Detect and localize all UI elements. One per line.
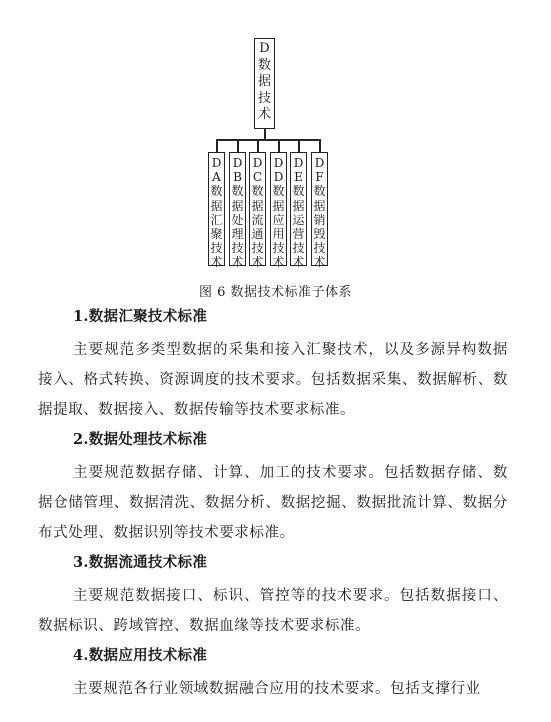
child-node-char: 技 bbox=[210, 241, 223, 256]
root-node-code: D bbox=[259, 41, 270, 56]
child-node-char: 据 bbox=[272, 198, 285, 213]
child-node-char: 处 bbox=[231, 212, 244, 227]
connector-child-drop bbox=[237, 139, 239, 152]
section-paragraph: 主要规范数据存储、计算、加工的技术要求。包括数据存储、数据仓储管理、数据清洗、数据分析、数据挖掘、数据批流计算、数据分布式处理、数据识别等技术要求标准。 bbox=[38, 465, 508, 541]
child-node-code: D bbox=[252, 156, 263, 170]
child-node-dc bbox=[249, 152, 266, 270]
root-node-char: 技 bbox=[257, 90, 271, 106]
child-node-char: 营 bbox=[292, 227, 305, 242]
child-node-dd bbox=[270, 152, 287, 270]
root-node-char: 数 bbox=[257, 57, 271, 73]
child-node-char: 数 bbox=[251, 184, 264, 199]
child-node-char: 术 bbox=[292, 255, 305, 270]
child-node-char: 流 bbox=[251, 212, 264, 227]
child-node-code: D bbox=[211, 156, 222, 170]
child-node-char: 技 bbox=[292, 241, 305, 256]
child-node-code: A bbox=[212, 170, 221, 185]
section-heading: 1.数据汇聚技术标准 bbox=[73, 308, 208, 325]
child-node-char: 据 bbox=[231, 198, 244, 213]
child-node-char: 技 bbox=[313, 241, 326, 256]
child-node-char: 销 bbox=[313, 212, 326, 227]
child-node-code: D bbox=[273, 170, 284, 185]
section-paragraph: 主要规范数据接口、标识、管控等的技术要求。包括数据接口、数据标识、跨域管控、数据血缘等技术要求标准。 bbox=[38, 588, 508, 634]
section-heading: 3.数据流通技术标准 bbox=[73, 554, 208, 571]
connector-horizontal-bar bbox=[216, 139, 320, 141]
root-node-data-technology bbox=[254, 38, 275, 129]
child-node-code: E bbox=[294, 170, 303, 185]
section-paragraph: 主要规范各行业领域数据融合应用的技术要求。包括支撑行业 bbox=[73, 681, 481, 697]
figure-caption: 图 6 数据技术标准子体系 bbox=[198, 285, 353, 300]
child-node-char: 术 bbox=[231, 255, 244, 270]
child-node-code: F bbox=[315, 170, 324, 185]
child-node-code: D bbox=[314, 156, 325, 170]
child-node-da bbox=[208, 152, 225, 270]
child-node-char: 据 bbox=[313, 198, 326, 213]
child-node-char: 应 bbox=[272, 212, 285, 227]
child-node-char: 技 bbox=[272, 241, 285, 256]
child-node-char: 通 bbox=[251, 227, 264, 242]
child-node-db bbox=[229, 152, 246, 270]
child-node-char: 数 bbox=[231, 184, 244, 199]
child-node-char: 聚 bbox=[210, 227, 223, 242]
connector-child-drop bbox=[216, 139, 218, 152]
child-node-de bbox=[290, 152, 307, 270]
child-node-df bbox=[311, 152, 328, 270]
root-node-char: 据 bbox=[257, 74, 271, 89]
child-node-char: 数 bbox=[210, 184, 223, 199]
connector-child-drop bbox=[298, 139, 300, 152]
root-node-char: 术 bbox=[257, 107, 271, 122]
child-node-char: 毁 bbox=[313, 227, 326, 242]
child-node-char: 术 bbox=[210, 255, 223, 270]
child-node-code: D bbox=[273, 156, 284, 170]
child-node-char: 术 bbox=[272, 255, 285, 270]
child-node-code: D bbox=[293, 156, 304, 170]
child-node-char: 数 bbox=[313, 184, 326, 199]
section-heading: 4.数据应用技术标准 bbox=[73, 647, 208, 664]
child-node-char: 技 bbox=[251, 241, 264, 256]
child-node-char: 据 bbox=[251, 198, 264, 213]
child-node-code: B bbox=[233, 170, 242, 185]
child-node-char: 数 bbox=[292, 184, 305, 199]
root-node-label bbox=[255, 39, 274, 124]
child-node-char: 技 bbox=[231, 241, 244, 256]
section-paragraph: 主要规范多类型数据的采集和接入汇聚技术，以及多源异构数据接入、格式转换、资源调度的技术要求。包括数据采集、数据解析、数据提取、数据接入、数据传输等技术要求标准。 bbox=[38, 342, 508, 418]
connector-child-drop bbox=[319, 139, 321, 152]
child-node-char: 用 bbox=[272, 227, 285, 242]
section-heading: 2.数据处理技术标准 bbox=[73, 431, 208, 448]
child-node-code: C bbox=[252, 170, 263, 185]
child-node-char: 理 bbox=[231, 227, 244, 242]
connector-child-drop bbox=[278, 139, 280, 152]
child-node-char: 据 bbox=[292, 198, 305, 213]
child-node-char: 数 bbox=[272, 184, 285, 199]
child-node-char: 术 bbox=[251, 255, 264, 270]
child-node-char: 运 bbox=[292, 212, 305, 227]
child-node-char: 汇 bbox=[210, 212, 223, 227]
child-node-char: 据 bbox=[210, 198, 223, 213]
child-node-code: D bbox=[232, 156, 243, 170]
child-node-char: 术 bbox=[313, 255, 326, 270]
standard-subsystem-diagram bbox=[0, 0, 551, 280]
connector-child-drop bbox=[257, 139, 259, 152]
